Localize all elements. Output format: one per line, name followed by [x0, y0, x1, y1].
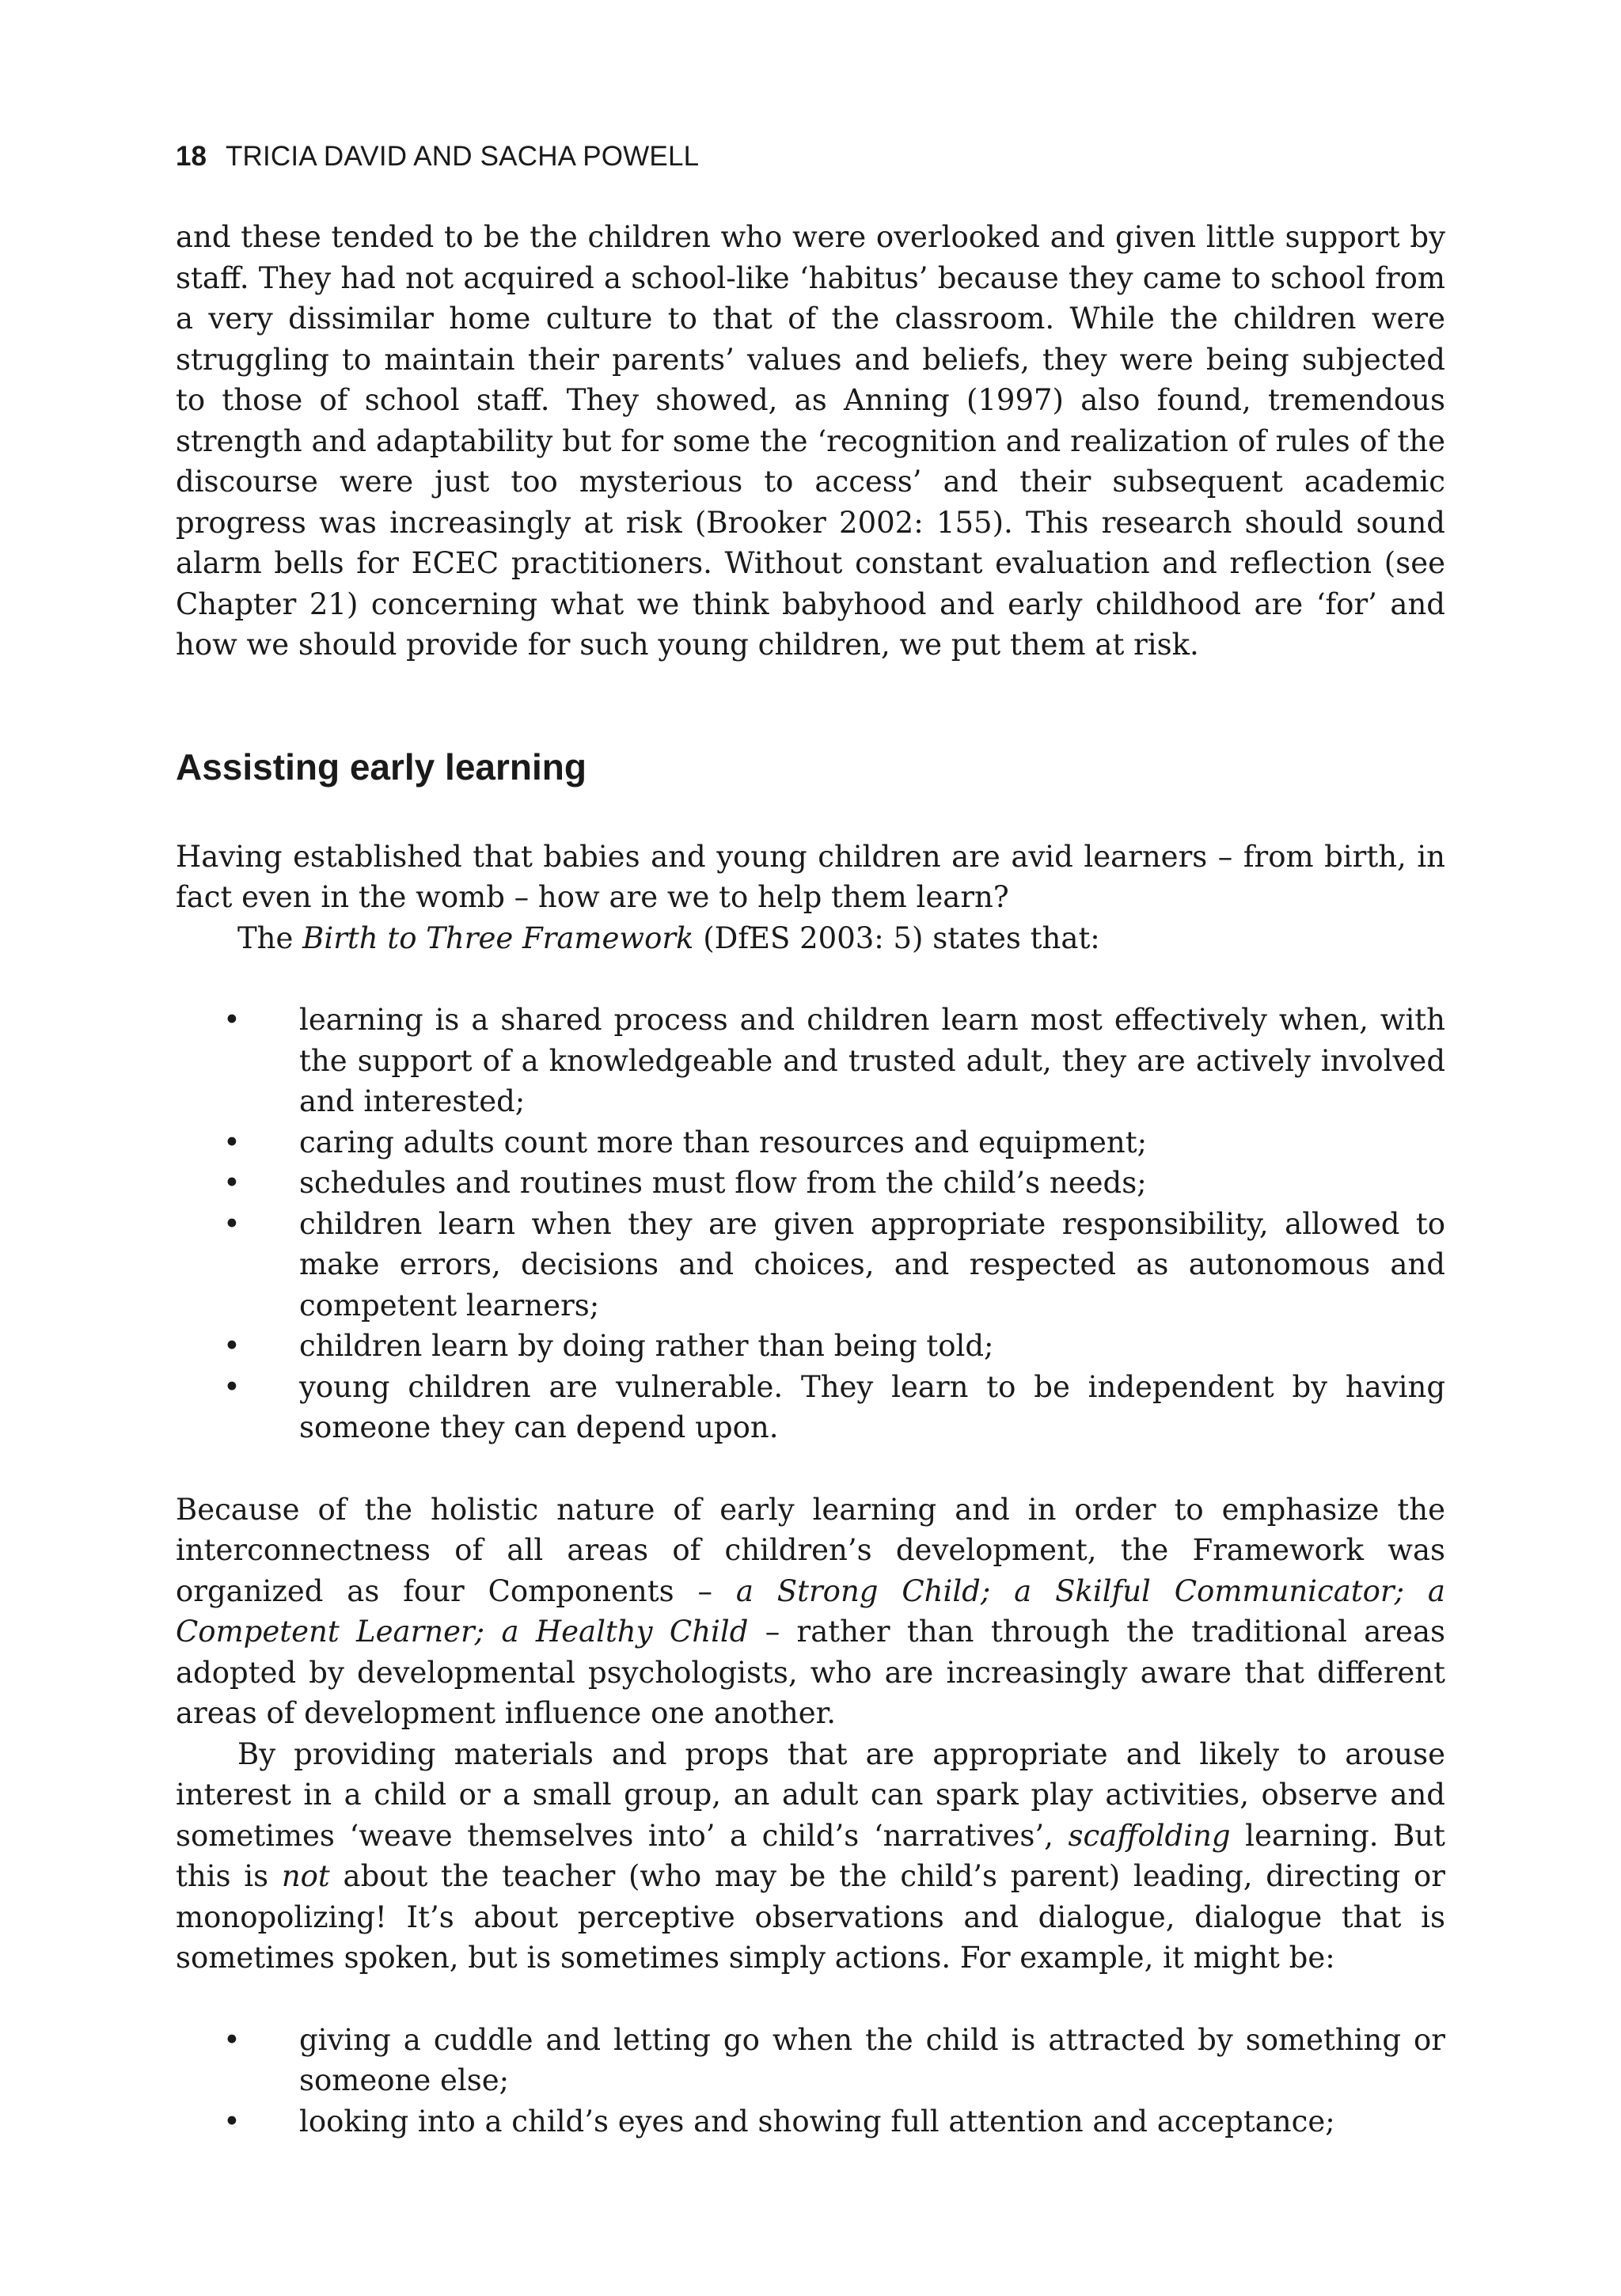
- materials-part2: learning. But this is: [176, 1818, 1445, 1893]
- section-heading: Assisting early learning: [176, 746, 587, 787]
- holistic-after: – rather than through the traditional areas adopted by developmental psychologists, who are increasingly aware that different areas of development influence one another.: [176, 1615, 1445, 1730]
- book-page: [176, 142, 1445, 2142]
- list-item: [176, 1367, 1445, 1448]
- list-item: [176, 1163, 1445, 1204]
- list-item-text: young children are vulnerable. They learn to be independent by having someone they can depend upon.: [299, 1369, 1445, 1444]
- running-head-authors: TRICIA DAVID AND SACHA POWELL: [225, 141, 700, 172]
- materials-part3: about the teacher (who may be the child’s parent) leading, directing or monopolizing! It’s about perceptive observations and dialogue, dialogue that is sometimes spoken, but is sometimes simply actions. For example, it might be:: [176, 1859, 1445, 1975]
- list-item-text: looking into a child’s eyes and showing full attention and acceptance;: [299, 2104, 1335, 2139]
- list-item: [176, 2101, 1445, 2142]
- body-text: [176, 217, 1445, 2142]
- list-item-text: caring adults count more than resources and equipment;: [299, 1125, 1148, 1159]
- intro-paragraph: Having established that babies and young children are avid learners – from birth, in fact even in the womb – how are we to help them learn?: [176, 839, 1445, 914]
- bullet-icon: •: [223, 1125, 241, 1159]
- bullet-icon: •: [223, 1329, 241, 1363]
- holistic-before: Because of the holistic nature of early learning and in order to emphasize the interconnectness of all areas of children’s development, the Framework was organized as four Components –: [176, 1492, 1445, 1608]
- framework-points-list: [176, 1000, 1445, 1448]
- list-item: [176, 2020, 1445, 2101]
- page-number: 18: [176, 141, 207, 172]
- list-item: [176, 1326, 1445, 1367]
- list-item-text: giving a cuddle and letting go when the child is attracted by something or someone else;: [299, 2022, 1445, 2097]
- materials-paragraph: [176, 1734, 1445, 1979]
- bullet-icon: •: [223, 2022, 241, 2057]
- bullet-icon: •: [223, 1003, 241, 1037]
- framework-title: Birth to Three Framework: [302, 920, 694, 955]
- list-item: [176, 1122, 1445, 1163]
- holistic-paragraph: [176, 1490, 1445, 1734]
- list-item-text: schedules and routines must flow from the child’s needs;: [299, 1166, 1147, 1200]
- bullet-icon: •: [223, 1206, 241, 1241]
- bullet-icon: •: [223, 1369, 241, 1404]
- example-points-list: [176, 2020, 1445, 2142]
- list-item-text: learning is a shared process and children learn most effectively when, with the support of a knowledgeable and trusted adult, they are actively involved and interested;: [299, 1003, 1445, 1118]
- list-item: [176, 1000, 1445, 1122]
- running-head: [176, 142, 1445, 177]
- framework-intro-after: (DfES 2003: 5) states that:: [693, 920, 1100, 955]
- opening-paragraph: and these tended to be the children who were overlooked and given little support by staff. They had not acquired a school-like ‘habitus’ because they came to school from a very dissimilar home culture to that of the classroom. While the children were struggling to maintain their parents’ values and beliefs, they were being subjected to those of school staff. They showed, as Anning (1997) also found, tremendous strength and adaptability but for some the ‘recognition and realization of rules of the discourse were just too mysterious to access’ and their subsequent academic progress was increasingly at risk (Brooker 2002: 155). This research should sound alarm bells for ECEC practitioners. Without constant evaluation and reflection (see Chapter 21) concerning what we think babyhood and early childhood are ‘for’ and how we should provide for such young children, we put them at risk.: [176, 220, 1445, 662]
- bullet-icon: •: [223, 2104, 241, 2139]
- materials-part1: By providing materials and props that are appropriate and likely to arouse interest in a child or a small group, an adult can spark play activities, observe and sometimes ‘weave themselves into’ a child’s ‘narratives’,: [176, 1736, 1445, 1853]
- components-list: a Strong Child; a Skilful Communicator; a Competent Learner; a Healthy Child: [176, 1573, 1445, 1649]
- list-item: [176, 1204, 1445, 1326]
- not-emphasis: not: [281, 1859, 330, 1893]
- bullet-icon: •: [223, 1166, 241, 1200]
- list-item-text: children learn when they are given appropriate responsibility, allowed to make errors, decisions and choices, and respected as autonomous and competent learners;: [299, 1206, 1445, 1323]
- list-item-text: children learn by doing rather than being told;: [299, 1329, 994, 1363]
- framework-intro-before: The: [237, 920, 303, 955]
- scaffolding-term: scaffolding: [1068, 1818, 1231, 1853]
- framework-intro-paragraph: [176, 918, 1445, 959]
